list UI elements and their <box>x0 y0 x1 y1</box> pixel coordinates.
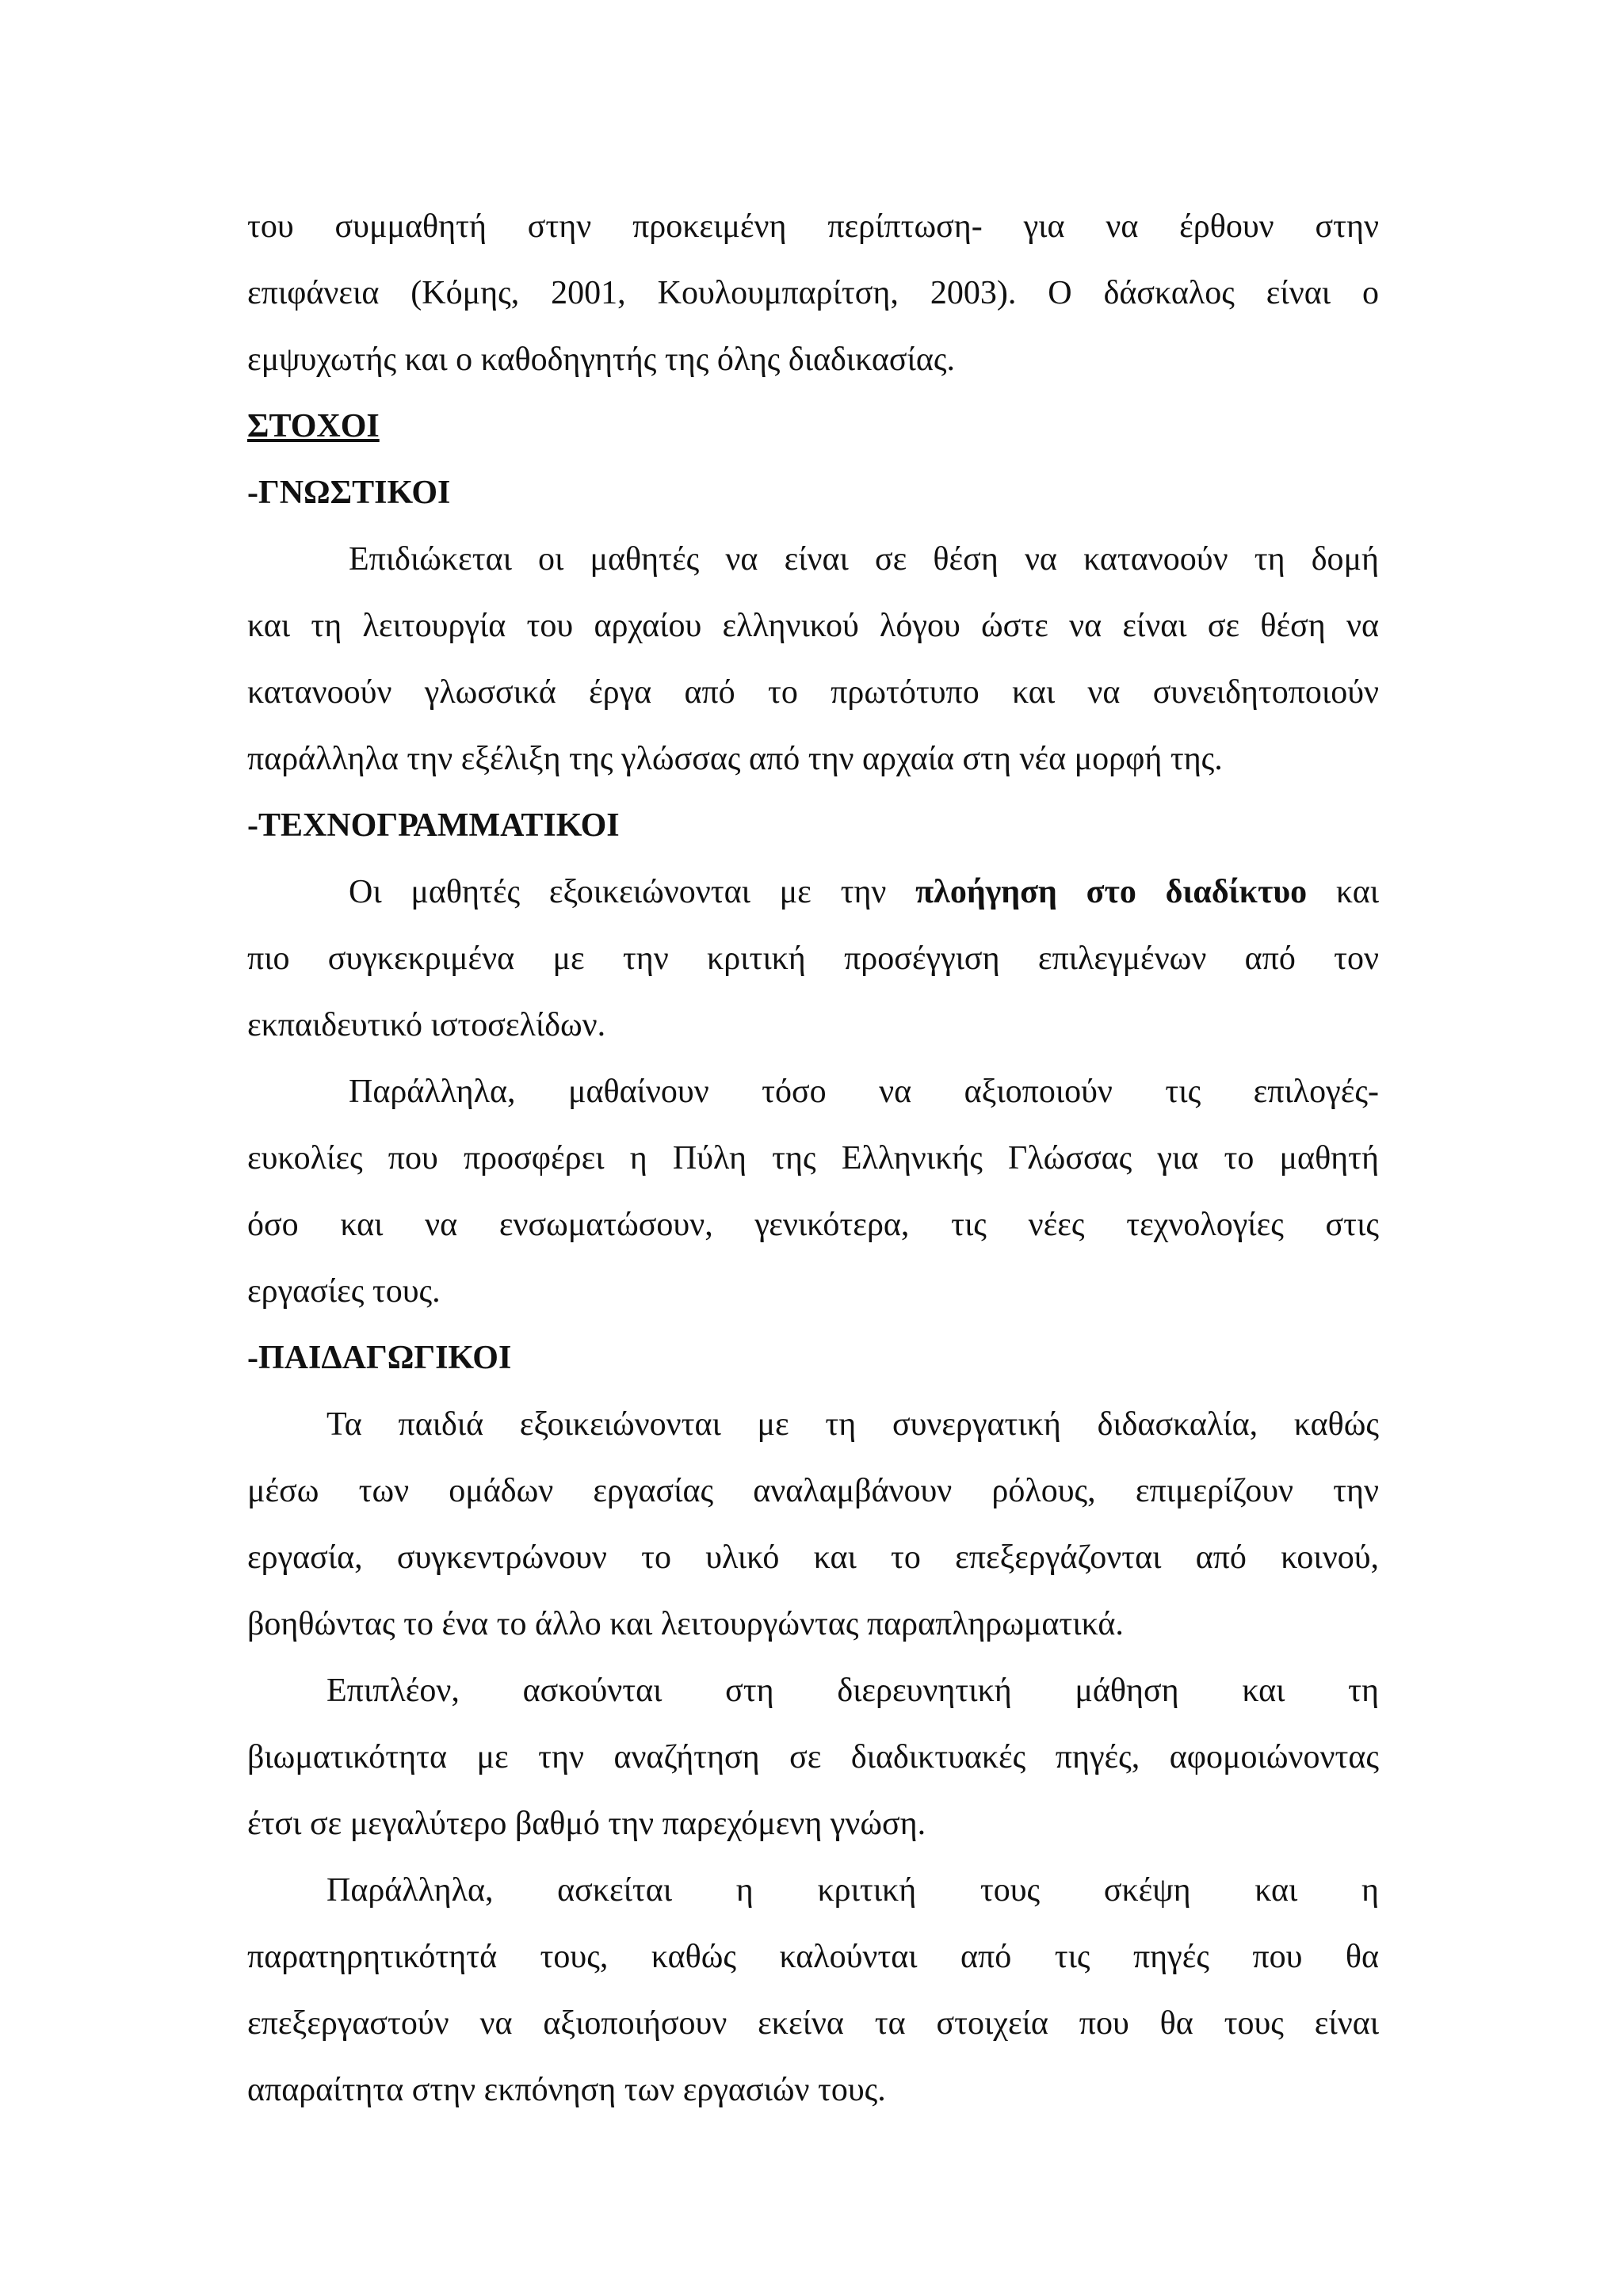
techno-line: Παράλληλα, μαθαίνουν τόσο να αξιοποιούν τις επιλογές- <box>349 1074 1379 1110</box>
page-content <box>247 193 1379 2123</box>
techno-text: Οι μαθητές εξοικειώνονται με την <box>349 874 887 910</box>
cognitive-line: κατανοούν γλωσσικά έργα από το πρωτότυπο και να συνειδητοποιούν <box>247 674 1379 711</box>
techno-line <box>247 859 1379 925</box>
intro-line: του συμμαθητή στην προκειμένη περίπτωση- για να έρθουν στην <box>247 208 1379 245</box>
heading-pedagogical: -ΠΑΙΔΑΓΩΓΙΚΟΙ <box>247 1340 512 1376</box>
cognitive-line: παράλληλα την εξέλιξη της γλώσσας από την αρχαία στη νέα μορφή της. <box>247 741 1223 777</box>
pedagogical-line: απαραίτητα στην εκπόνηση των εργασιών τους. <box>247 2072 886 2108</box>
techno-line: εργασίες τους. <box>247 1273 441 1310</box>
pedagogical-line: επεξεργαστούν να αξιοποιήσουν εκείνα τα στοιχεία που θα τους είναι <box>247 2005 1379 2042</box>
techno-line: ευκολίες που προσφέρει η Πύλη της Ελληνικής Γλώσσας για το μαθητή <box>247 1140 1379 1177</box>
techno-line: όσο και να ενσωματώσουν, γενικότερα, τις νέες τεχνολογίες στις <box>247 1207 1379 1243</box>
pedagogical-line: έτσι σε μεγαλύτερο βαθμό την παρεχόμενη γνώση. <box>247 1806 926 1842</box>
techno-text: και <box>1335 874 1380 910</box>
pedagogical-line: βοηθώντας το ένα το άλλο και λειτουργώντας παραπληρωματικά. <box>247 1606 1124 1642</box>
pedagogical-line: Επιπλέον, ασκούνται στη διερευνητική μάθηση και τη <box>327 1672 1379 1709</box>
pedagogical-line: παρατηρητικότητά τους, καθώς καλούνται από τις πηγές που θα <box>247 1939 1379 1975</box>
cognitive-line: και τη λειτουργία του αρχαίου ελληνικού λόγου ώστε να είναι σε θέση να <box>247 608 1379 644</box>
pedagogical-line: εργασία, συγκεντρώνουν το υλικό και το επεξεργάζονται από κοινού, <box>247 1539 1379 1576</box>
section-title: ΣΤΟΧΟΙ <box>247 408 380 444</box>
pedagogical-line: Τα παιδιά εξοικειώνονται με τη συνεργατική διδασκαλία, καθώς <box>327 1406 1379 1443</box>
cognitive-line: Επιδιώκεται οι μαθητές να είναι σε θέση να κατανοούν τη δομή <box>349 541 1379 578</box>
intro-line: εμψυχωτής και ο καθοδηγητής της όλης διαδικασίας. <box>247 341 955 378</box>
pedagogical-line: Παράλληλα, ασκείται η κριτική τους σκέψη και η <box>327 1872 1379 1909</box>
pedagogical-line: βιωματικότητα με την αναζήτηση σε διαδικτυακές πηγές, αφομοιώνοντας <box>247 1739 1379 1775</box>
techno-bold-text: πλοήγηση στο διαδίκτυο <box>915 874 1308 910</box>
heading-techno: -ΤΕΧΝΟΓΡΑΜΜΑΤΙΚΟΙ <box>247 807 620 844</box>
intro-line: επιφάνεια (Κόμης, 2001, Κουλουμπαρίτση, 2003). Ο δάσκαλος είναι ο <box>247 275 1379 311</box>
techno-line: εκπαιδευτικό ιστοσελίδων. <box>247 1007 606 1043</box>
heading-cognitive: -ΓΝΩΣΤΙΚΟΙ <box>247 475 451 511</box>
pedagogical-line: μέσω των ομάδων εργασίας αναλαμβάνουν ρόλους, επιμερίζουν την <box>247 1473 1379 1509</box>
techno-line: πιο συγκεκριμένα με την κριτική προσέγγιση επιλεγμένων από τον <box>247 940 1379 977</box>
